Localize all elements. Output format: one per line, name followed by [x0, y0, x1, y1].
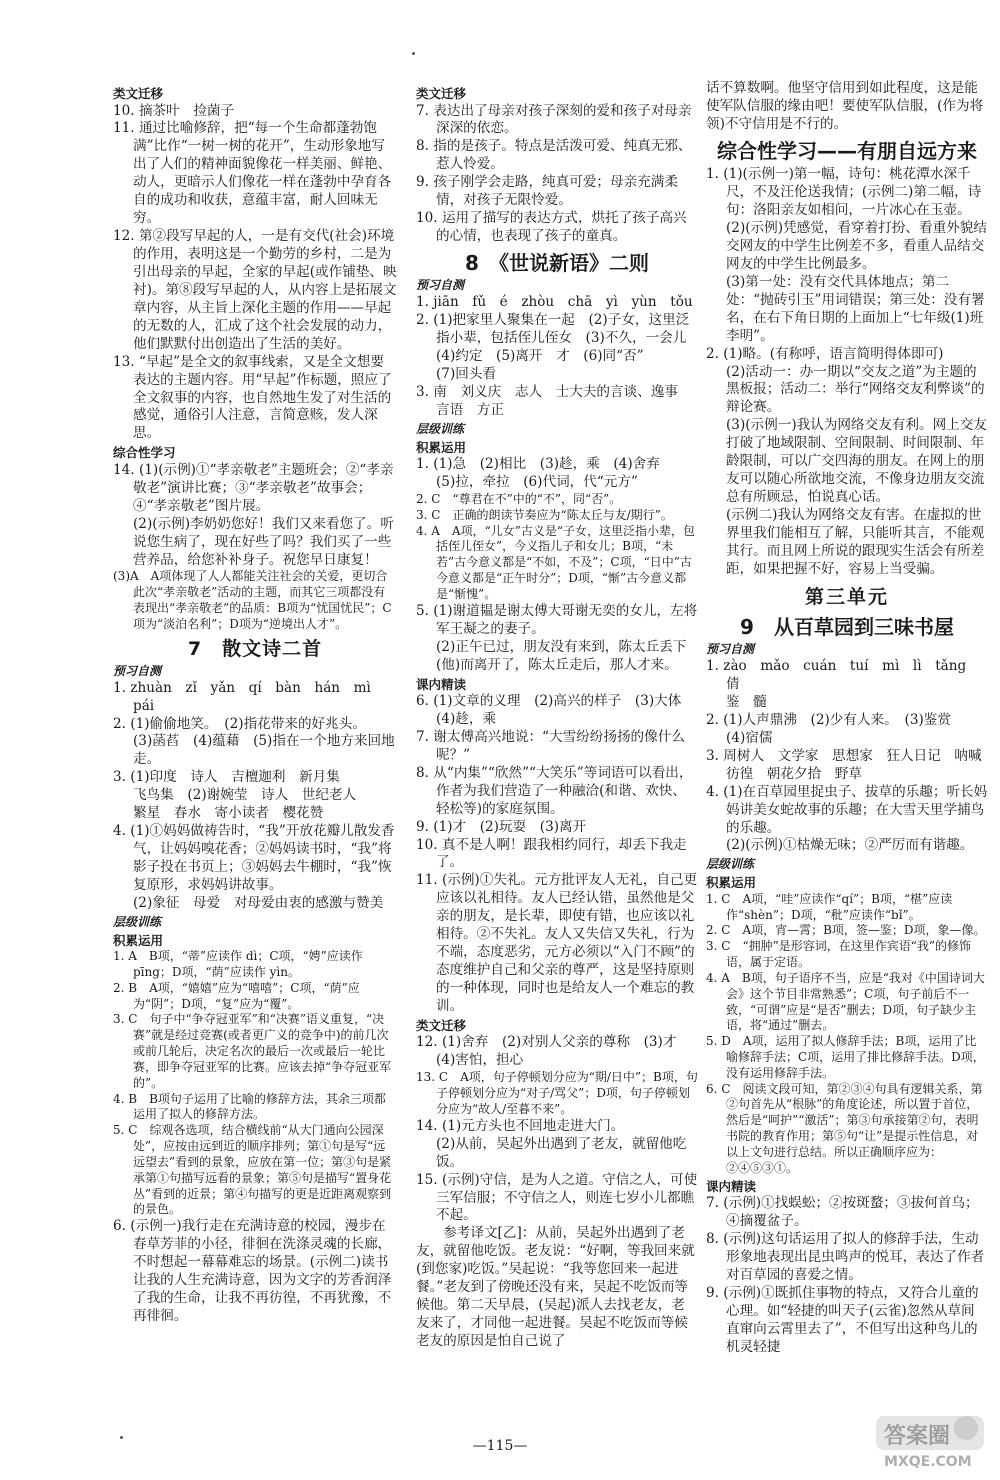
answer-item: 4. A A项，“儿女”古义是“子女，这里泛指小辈，包括侄儿侄女”，今义指儿子和女儿；B项，“未若”古今意义都是“不如，不及”；C项，“日中”古今意义都是“正午时分”；D项，“惭”古今意义都是“惭愧”。: [416, 523, 696, 601]
lesson-title: 综合性学习——有朋自远方来: [717, 138, 977, 163]
answer-item: 3. C 句子中“争夺冠亚军”和“决赛”语义重复，“决赛”就是经过竞赛(或者更广义的竞争中)的前几次或前几轮后，决定名次的最后一次或最后一轮比赛，即争夺冠亚军的比赛。应该去掉“争夺冠亚军的”。: [113, 1012, 392, 1090]
section-heading: 综合性学习: [113, 445, 176, 461]
answer-item: 9. (1)才 (2)玩耍 (3)离开: [416, 818, 587, 835]
answer-item: 8. 从“内集”“欣然”“大笑乐”等词语可以看出，作者为我们营造了一种融洽(和谐、欢快、轻松等)的家庭氛围。: [416, 764, 693, 817]
answer-item: 11. 通过比喻修辞，把“每一个生命都蓬勃饱满”比作“一树一树的花开”，生动形象地写出了人们的精神面貌像花一样美丽、鲜艳、动人，更暗示人们像花一样在蓬勃中孕育各自的成功和收获，意蕴丰富，耐人回味无穷。: [113, 120, 392, 227]
answer-item: 1. A B项，“蒂”应读作 dì；C项，“娉”应读作 pīng；D项，“荫”应读作 yìn。: [113, 949, 363, 979]
answer-item: 9. (示例)①既抓住事物的特点，又符合儿童的心理。如“轻捷的叫天子(云雀)忽然从草间直窜向云霄里去了”，不但写出这种鸟儿的机灵轻捷: [706, 1284, 979, 1355]
section-heading: 课内精读: [416, 676, 467, 692]
answer-item: 7. 表达出了母亲对孩子深刻的爱和孩子对母亲深深的依恋。: [416, 102, 692, 137]
lesson-title: 9 从百草园到三味书屋: [740, 614, 954, 639]
section-heading: 层级训练: [416, 421, 465, 436]
section-heading: 预习自测: [706, 642, 755, 657]
lesson-title: 8 《世说新语》二则: [465, 251, 649, 275]
answer-item: 7. (示例)①找蜈蚣；②按斑蝥；③拔何首乌； ④摘覆盆子。: [706, 1195, 979, 1230]
svg-text:答案圈: 答案圈: [884, 1424, 951, 1449]
answer-item: 2. C “尊君在不”中的“不”，同“否”。: [416, 491, 622, 506]
section-heading: 积累运用: [416, 439, 467, 455]
section-heading: 积累运用: [113, 932, 164, 948]
scan-speck: [412, 52, 415, 55]
answer-item: 4. (1)在百草园里捉虫子、拔草的乐趣；听长妈妈讲美女蛇故事的乐趣；在大雪天里学捕鸟的乐趣。 (2)(示例)①枯燥无味；②严厉而有谐趣。: [706, 783, 988, 854]
answer-item: 1. jiān fǔ é zhòu chā yì yùn tǒu: [416, 294, 693, 311]
continued-paragraph: 话不算数啊。他坚守信用到如此程度，这是能使军队信服的缘由吧！要使军队信服，(作为将领)不守信用是不行的。: [706, 80, 984, 132]
answer-item: 5. D A项，运用了拟人修辞手法；B项，运用了比喻修辞手法；C项，运用了排比修辞手法。D项，没有运用修辞手法。: [706, 1034, 985, 1080]
answer-item: 14. (1)(示例)①“孝亲敬老”主题班会；②“孝亲敬老”演讲比赛；③“孝亲敬老”故事会；④“孝亲敬老”图片展。 (2)(示例)李奶奶您好！我们又来看您了。听说您生病了，现在好些了吗？我们买了一些营养品，给您补补身子。祝您早日康复！: [113, 461, 394, 568]
section-heading: 积累运用: [706, 875, 757, 891]
answer-item: 8. 指的是孩子。特点是活泼可爱、纯真无邪、惹人怜爱。: [416, 138, 692, 173]
section-heading: 类文迁移: [416, 1017, 467, 1033]
answer-item: 2. C A项，宵—霄；B项，签—鉴；D项，象—像。: [706, 923, 986, 938]
answer-item: 2. (1)偷偷地笑。 (2)指花带来的好兆头。 (3)菡萏 (4)蕴藉 (5)指在一个地方来回地走。: [113, 715, 395, 768]
answer-item: 2. (1)把家里人聚集在一起 (2)子女，这里泛指小辈，包括侄儿侄女 (3)不久，一会儿 (4)约定 (5)离开 才 (6)同“否” (7)回头看: [416, 312, 690, 382]
answer-item: 5. (1)谢道韫是谢太傅大哥谢无奕的女儿，左将军王凝之的妻子。 (2)正午已过，朋友没有来到，陈太丘丢下(他)而离开了，陈太丘走后，那人才来。: [416, 602, 698, 673]
column-right: [706, 80, 996, 1357]
column-left: [113, 84, 397, 1326]
answer-item: 2. (1)人声鼎沸 (2)少有人来。 (3)鉴赏 (4)宿儒: [706, 711, 951, 746]
translation-paragraph: 参考译文[乙]：从前，吴起外出遇到了老友，就留他吃饭。老友说：“好啊，等我回来就(到您家)吃饭。”吴起说：“我等您回来一起进餐。”老友到了傍晚还没有来，吴起不吃饭而等候他。第二天早晨，(吴起)派人去找老友，老友来了，才同他一起进餐。吴起不吃饭而等候老友的原因是怕自己说了: [416, 1225, 695, 1350]
answer-item: 8. (示例)这句话运用了拟人的修辞手法，生动形象地表现出昆虫鸣声的悦耳，表达了作者对百草园的喜爱之情。: [706, 1230, 985, 1283]
answer-item: 2. B A项，“嬉嬉”应为“嘻嘻”；C项，“荫”应为“阴”；D项，“复”应为“覆”。: [113, 980, 360, 1011]
lesson-title: 7 散文诗二首: [187, 637, 323, 660]
answer-item: 2. (1)略。(有称呼，语言简明得体即可) (2)活动一：办一期以“交友之道”为主题的黑板报；活动二：举行“网络交友利弊谈”的辩论赛。 (3)(示例一)我认为网络交友有利。网上交友打破了地域限制、空间限制、时间限制、年龄限制，可以广交四海的朋友。在网上的朋友可以随心所欲地交流，不像身边朋友交流总有所顾忌，怕说真心话。 (示例二)我认为网络交友有害。在虚拟的世界里我们能相互了解，只能听其言，不能观其行。而且网上所说的跟现实生活会有所差距，如果把握不好，容易上当受骗。: [706, 345, 987, 577]
section-heading: 层级训练: [113, 914, 162, 929]
answer-item: 13. “早起”是全文的叙事线索，又是全文想要表达的主题内容。用“早起”作标题，照应了全文叙事的内容，也自然地生发了对生活的感觉，通俗引人注意，言简意赅，发人深思。: [113, 353, 392, 442]
answer-item: 6. (1)文章的义理 (2)高兴的样子 (3)大体 (4)趁，乘: [416, 693, 695, 727]
answer-item: 10. 摘茶叶 捡菌子: [113, 102, 235, 119]
section-heading: 课内精读: [706, 1178, 757, 1194]
unit-title: 第三单元: [804, 585, 889, 608]
section-heading: 类文迁移: [113, 86, 164, 101]
answer-item: 4. B B项句子运用了比喻的修辞方法，其余三项都运用了拟人的修辞方法。: [113, 1091, 386, 1122]
answer-item: 1. (1)(示例一)第一幅，诗句：桃花潭水深千尺，不及汪伦送我情；(示例二)第二幅，诗句：洛阳亲友如相问，一片冰心在玉壶。 (2)(示例)凭感觉，看穿着打扮、看重外貌结交网友的中学生比例差不多，看重人品结交网友的中学生比例最多。 (3)第一处：没有交代具体地点；第二处：“抛砖引玉”用词错误；第三处：没有署名，在右下角日期的上面加上“七年级(1)班李明”。: [706, 166, 987, 344]
answer-item: 1. zào mǎo cuán tuí mì lì tǎng 倩 鉴 髓: [706, 658, 967, 710]
answer-item: 3. 周树人 文学家 思想家 狂人日记 呐喊 彷徨 朝花夕拾 野草: [706, 747, 996, 782]
answer-item: 6. C 阅读文段可知，第②③④句具有逻辑关系，第②句首先从“根脉”的角度论述，所以置于首位，然后是“呵护”“激活”；第③句承接第②句，表明书院的教育作用；第⑤句“让”是提示性信息，对以上文句进行总结。所以正确顺序应为：②④⑤③①。: [706, 1081, 983, 1175]
page-number: —115—: [472, 1438, 528, 1454]
answer-item: 11. (示例)①失礼。元方批评友人无礼，自己更应该以礼相待。友人已经认错，虽然他是父亲的朋友，是长辈，即使有错，也应该以礼相待。②不失礼。友人又失信又失礼，行为不端，态度恶劣，元方必须以“入门不顾”的态度维护自己和父亲的尊严，这是坚持原则的一种体现，同时也是给友人一个难忘的教训。: [416, 872, 698, 1014]
answer-item: 13. C A项，句子停顿划分应为“期/日中”；B项，句子停顿划分应为“对子/骂父”；D项，句子停顿划分应为“故人/至暮不来”。: [416, 1070, 698, 1116]
answer-item: 4. A B项，句子语序不当，应是“我对《中国诗词大会》这个节目非常熟悉”；C项，句子前后不一致，“可谓”应是“是否”删去；D项，句子缺少主语，将“通过”删去。: [706, 970, 985, 1033]
answer-item: 10. 真不是人啊！跟我相约同行，却丢下我走了。: [416, 836, 687, 871]
section-heading: 预习自测: [113, 663, 162, 678]
answer-item: 14. (1)元方头也不回地走进大门。 (2)从前，吴起外出遇到了老友，就留他吃饭。: [416, 1117, 687, 1170]
answer-item: 10. 运用了描写的表达方式，烘托了孩子高兴的心情，也表现了孩子的童真。: [416, 210, 687, 245]
answer-item: 4. (1)①妈妈做祷告时，“我”开放花瓣儿散发香气，让妈妈嗅花香；②妈妈读书时，“我”将影子投在书页上；③妈妈去牛棚时，“我”恢复原形，求妈妈讲故事。 (2)象征 母爱 对母爱由衷的感激与赞美: [113, 823, 395, 911]
watermark-logo: [870, 1408, 990, 1472]
answer-item: 7. 谢太傅高兴地说：“大雪纷纷扬扬的像什么呢？”: [416, 728, 685, 763]
answer-item: 9. 孩子刚学会走路，纯真可爱；母亲充满柔情，对孩子无限怜爱。: [416, 174, 678, 209]
answer-item: 15. (示例)守信，是为人之道。守信之人，可使三军信服；不守信之人，则连七岁小儿都瞧不起。: [416, 1171, 698, 1224]
answer-item: (3)A A项体现了人人都能关注社会的关爱，更切合此次“孝亲敬老”活动的主题，而其它三项都没有表现出“孝亲敬老”的品质：B项为“忧国忧民”；C项为“淡泊名利”；D项为“逆境出人才”。: [113, 569, 392, 631]
answer-item: 1. (1)急 (2)相比 (3)趁，乘 (4)舍弃 (5)拉，牵拉 (6)代词，代“元方”: [416, 456, 660, 491]
section-heading: 层级训练: [706, 857, 755, 872]
answer-item: 12. (1)舍弃 (2)对别人父亲的尊称 (3)才 (4)害怕，担心: [416, 1034, 677, 1069]
answer-item: 3. (1)印度 诗人 吉檀迦利 新月集 飞鸟集 (2)谢婉莹 诗人 世纪老人 繁星 春水 寄小读者 樱花赞: [113, 769, 357, 822]
section-heading: 类文迁移: [416, 86, 467, 101]
answer-item: 3. 南 刘义庆 志人 士大夫的言谈、逸事 言语 方正: [416, 383, 678, 418]
answer-item: 1. C A项，“哇”应读作“qí”；B项，“椹”应读作“shèn”；D项，“秕”应读作“bǐ”。: [706, 891, 953, 922]
answer-item: 12. 第②段写早起的人，一是有交代(社会)环境的作用，表明这是一个勤劳的乡村，二是为引出母亲的早起，全家的早起(或作铺垫、映衬)。第⑧段写早起的人，从内容上是拓展文章内容，从主旨上深化主题的作用——早起的无数的人，汇成了这个社会发展的动力，他们默默付出创造出了生活的美好。: [113, 228, 397, 352]
section-heading: 预习自测: [416, 278, 465, 293]
column-middle: [416, 84, 698, 1351]
answer-item: 5. C 综观各选项，结合横线前“从大门通向公园深处”，应按由远到近的顺序排列；第①句是写“远远望去”看到的景象，应放在第一位；第③句是紧承第①句描写远看的景象；第⑤句是描写“置身花丛”看到的近景；第④句描写的更是近距离观察到的景色。: [113, 1123, 392, 1217]
answer-item: 3. C 正确的朗读节奏应为“陈太丘与友/期行”。: [416, 507, 673, 522]
svg-text:MXQE.COM: MXQE.COM: [884, 1454, 972, 1470]
answer-item: 3. C “拥肿”是形容词，在这里作宾语“我”的修饰语，属于定语。: [706, 939, 971, 970]
answer-item: 1. zhuàn zǐ yǎn qí bàn hán mì pái: [113, 679, 385, 714]
answer-item: 6. (示例一)我行走在充满诗意的校园，漫步在春草芳菲的小径，徘徊在洗涤灵魂的长廊，不时想起一幕幕难忘的场景。(示例二)读书让我的人生充满诗意，因为文字的芳香润泽了我的生命，让我不再彷徨，不再犹豫，不再徘徊。: [113, 1218, 392, 1324]
